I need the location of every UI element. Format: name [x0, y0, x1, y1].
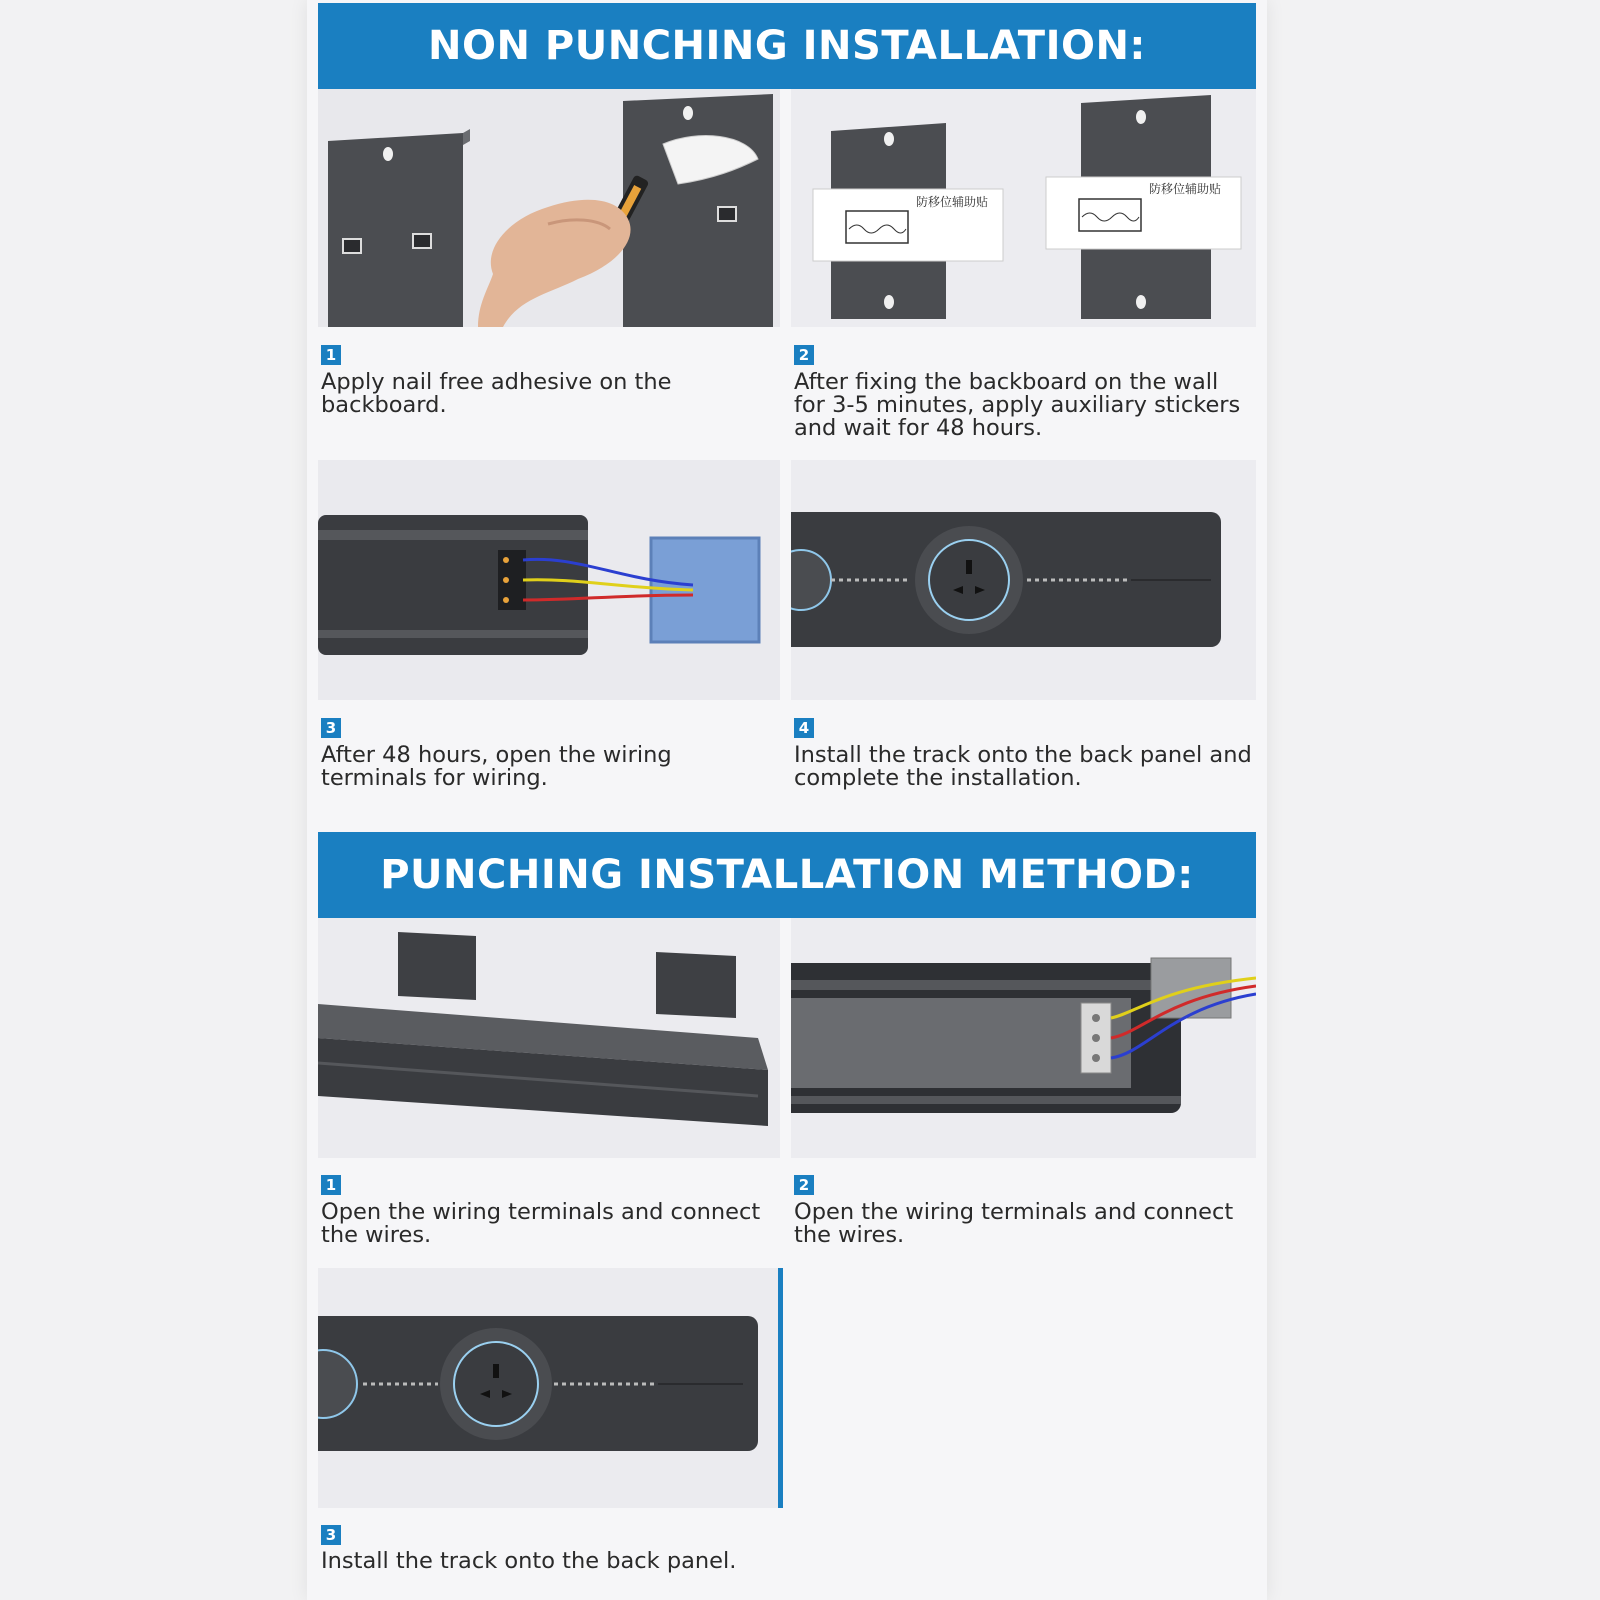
photo-brackets-and-track: [318, 918, 780, 1158]
section-banner-non-punching: [318, 3, 1256, 89]
photo-terminal-block: [791, 918, 1256, 1158]
step-description: Apply nail free adhesive on the backboard.: [321, 369, 672, 418]
sticker-label-right: 防移位辅助贴: [1149, 182, 1222, 196]
step-number-badge: 1: [321, 345, 341, 365]
section-title: PUNCHING INSTALLATION METHOD:: [380, 852, 1194, 898]
step-number-badge: 2: [794, 345, 814, 365]
step-description: Open the wiring terminals and connect the wires.: [794, 1199, 1234, 1248]
photo-track-installed: [791, 460, 1256, 700]
step-description: After fixing the backboard on the wall for 3-5 minutes, apply auxiliary stickers and wait for 48 hours.: [794, 369, 1241, 441]
step-number-badge: 2: [794, 1175, 814, 1195]
photo-final-track: [318, 1268, 780, 1508]
section-banner-punching: [318, 832, 1256, 918]
divider-line: [778, 1268, 783, 1508]
sticker-label-left: 防移位辅助贴: [916, 195, 989, 209]
step-number-badge: 3: [321, 1525, 341, 1545]
section-title: NON PUNCHING INSTALLATION:: [428, 23, 1146, 69]
step-number-badge: 4: [794, 718, 814, 738]
photo-wiring-terminals: [318, 460, 780, 700]
photo-auxiliary-stickers: [791, 89, 1256, 327]
photo-apply-adhesive: [318, 89, 780, 327]
step-description: Install the track onto the back panel and complete the installation.: [794, 742, 1252, 791]
step-number-badge: 3: [321, 718, 341, 738]
instruction-sheet: [307, 0, 1267, 1600]
step-description: Install the track onto the back panel.: [321, 1548, 737, 1574]
step-description: After 48 hours, open the wiring terminals for wiring.: [321, 742, 672, 791]
step-number-badge: 1: [321, 1175, 341, 1195]
step-description: Open the wiring terminals and connect the wires.: [321, 1199, 761, 1248]
